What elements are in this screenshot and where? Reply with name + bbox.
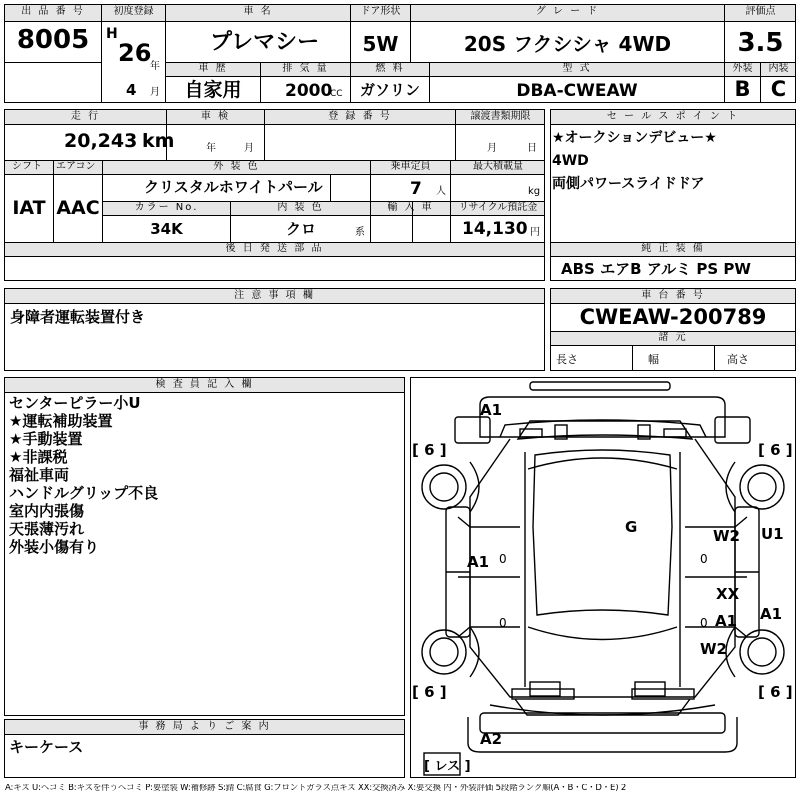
- exterior-label: 外装: [732, 63, 753, 74]
- inspector-line-5: 福祉車両: [9, 466, 70, 484]
- chassis-number: CWEAW-200789: [579, 305, 767, 329]
- recycle-unit: 円: [530, 227, 540, 238]
- color-label: 外 装 色: [213, 161, 260, 172]
- dims-label: 諸 元: [658, 332, 688, 343]
- equipment: ABS エアB アルミ PS PW: [561, 260, 751, 278]
- displacement-unit: CC: [330, 89, 343, 99]
- capacity-unit: 人: [436, 186, 446, 197]
- sales-point-1: ★オークションデビュー★: [552, 130, 717, 146]
- spare-label: [ レス ]: [424, 759, 471, 774]
- exterior-grade: B: [734, 77, 751, 101]
- inspector-line-4: ★非課税: [9, 448, 68, 466]
- interior-grade: C: [770, 77, 787, 101]
- tire-label-front-left: [ 6 ]: [412, 441, 447, 459]
- score-label: 評価点: [745, 6, 776, 17]
- notes: 身障者運転装置付き: [10, 308, 146, 326]
- load-label: 最大積載量: [473, 161, 523, 172]
- sales-point-2: 4WD: [552, 153, 589, 169]
- damage-mark-1: A1: [480, 401, 503, 419]
- model: DBA-CWEAW: [516, 81, 638, 101]
- lot-label: 出 品 番 号: [21, 6, 85, 17]
- mileage-label: 走 行: [70, 111, 101, 122]
- tire-label-rear-left: [ 6 ]: [412, 683, 447, 701]
- damage-mark-9: W2: [700, 640, 727, 658]
- name-label: 車 名: [243, 6, 273, 17]
- inspection-label: 車 検: [200, 111, 231, 122]
- damage-mark-5: A1: [467, 553, 490, 571]
- zero-mark-4: 0: [700, 616, 708, 630]
- displacement-label: 排 気 量: [282, 63, 329, 74]
- inspection-year-unit: 年: [206, 143, 216, 154]
- inspector-line-6: ハンドルグリップ不良: [9, 484, 159, 502]
- inspector-label: 検 査 員 記 入 欄: [155, 379, 254, 390]
- exterior-color: クリスタルホワイトパール: [144, 178, 323, 196]
- sales-points-label: セ ー ル ス ポ イ ン ト: [606, 111, 740, 122]
- shift-label: シフト: [12, 161, 42, 172]
- capacity: 7: [410, 179, 422, 199]
- inspector-line-9: 外装小傷有り: [9, 538, 100, 556]
- recycle-fee: 14,130: [462, 219, 528, 239]
- int-color-unit: 系: [355, 227, 365, 238]
- color-no: 34K: [150, 220, 183, 238]
- displacement: 2000: [285, 81, 333, 101]
- transfer-label: 譲渡書類期限: [470, 111, 531, 122]
- equipment-label: 純 正 装 備: [641, 243, 705, 254]
- inspector-line-2: ★運転補助装置: [9, 412, 113, 430]
- transfer-month-unit: 月: [487, 143, 497, 154]
- history-label: 車 歴: [198, 63, 228, 74]
- ac-label: エアコン: [56, 161, 96, 172]
- first-reg-label: 初度登録: [113, 6, 154, 17]
- transfer-day-unit: 日: [527, 143, 537, 154]
- tire-label-front-right: [ 6 ]: [758, 441, 793, 459]
- inspector-line-1: センターピラー小U: [9, 394, 141, 412]
- model-label: 型 式: [562, 63, 592, 74]
- reg-year: 26: [118, 39, 152, 67]
- inspector-line-7: 室内内張傷: [9, 502, 85, 520]
- int-color: クロ: [286, 220, 317, 238]
- damage-mark-6: XX: [716, 585, 740, 603]
- capacity-label: 乗車定員: [390, 161, 431, 172]
- interior-label: 内装: [768, 63, 789, 74]
- damage-legend: A:キズ U:ヘコミ B:キズを伴うヘコミ P:要塗装 W:補修跡 S:錆 C:腐食 G:フロントガラス点キズ XX:交換済み X:要交換 内・外装評価 5段階ランク順(A・B・C・D・E) 2: [5, 784, 627, 793]
- tire-label-rear-right: [ 6 ]: [758, 683, 793, 701]
- month-unit: 月: [150, 87, 160, 98]
- height-label: 高さ: [727, 353, 749, 366]
- fuel-label: 燃 料: [375, 63, 405, 74]
- length-label: 長さ: [556, 353, 578, 366]
- office-label: 事 務 局 よ り ご 案 内: [138, 721, 271, 732]
- zero-mark-2: 0: [499, 616, 507, 630]
- width-label: 幅: [648, 353, 659, 366]
- mileage-unit: km: [142, 130, 175, 152]
- shift: IAT: [12, 197, 46, 219]
- door-label: ドア形状: [360, 6, 401, 17]
- reg-month: 4: [126, 81, 137, 99]
- door-type: 5W: [362, 32, 399, 56]
- year-unit: 年: [150, 61, 160, 72]
- import-label: 輸 入 車: [387, 202, 434, 213]
- reg-no-label: 登 録 番 号: [328, 111, 392, 122]
- load-unit: kg: [528, 186, 541, 197]
- ac: AAC: [56, 197, 100, 219]
- notes-label: 注 意 事 項 欄: [234, 290, 315, 301]
- damage-mark-4: U1: [761, 525, 784, 543]
- damage-mark-2: G: [625, 518, 638, 536]
- reg-era: H: [106, 26, 118, 42]
- inspector-line-3: ★手動装置: [9, 430, 83, 448]
- recycle-label: リサイクル預託金: [458, 202, 538, 213]
- office-note: キーケース: [9, 738, 84, 756]
- damage-mark-3: W2: [713, 527, 740, 545]
- color-no-label: カラー No.: [134, 202, 199, 213]
- inspection-month-unit: 月: [244, 143, 254, 154]
- inspector-line-8: 天張薄汚れ: [9, 520, 85, 538]
- grade: 20S フクシシャ 4WD: [463, 32, 672, 56]
- grade-label: グ レ ー ド: [535, 6, 600, 17]
- later-parts-label: 後 日 発 送 部 品: [225, 243, 324, 254]
- fuel: ガソリン: [359, 81, 420, 99]
- damage-mark-10: A2: [480, 730, 503, 748]
- car-diagram: [410, 377, 796, 778]
- mileage: 20,243: [64, 130, 138, 152]
- damage-mark-7: A1: [715, 612, 738, 630]
- zero-mark-3: 0: [700, 552, 708, 566]
- score: 3.5: [737, 28, 784, 58]
- sales-point-3: 両側パワースライドドア: [552, 176, 705, 192]
- car-name: プレマシー: [210, 30, 320, 55]
- chassis-label: 車 台 番 号: [641, 290, 705, 301]
- history: 自家用: [184, 79, 242, 101]
- int-color-label: 内 装 色: [277, 202, 324, 213]
- lot-number: 8005: [16, 25, 90, 55]
- damage-mark-8: A1: [760, 605, 783, 623]
- zero-mark-1: 0: [499, 552, 507, 566]
